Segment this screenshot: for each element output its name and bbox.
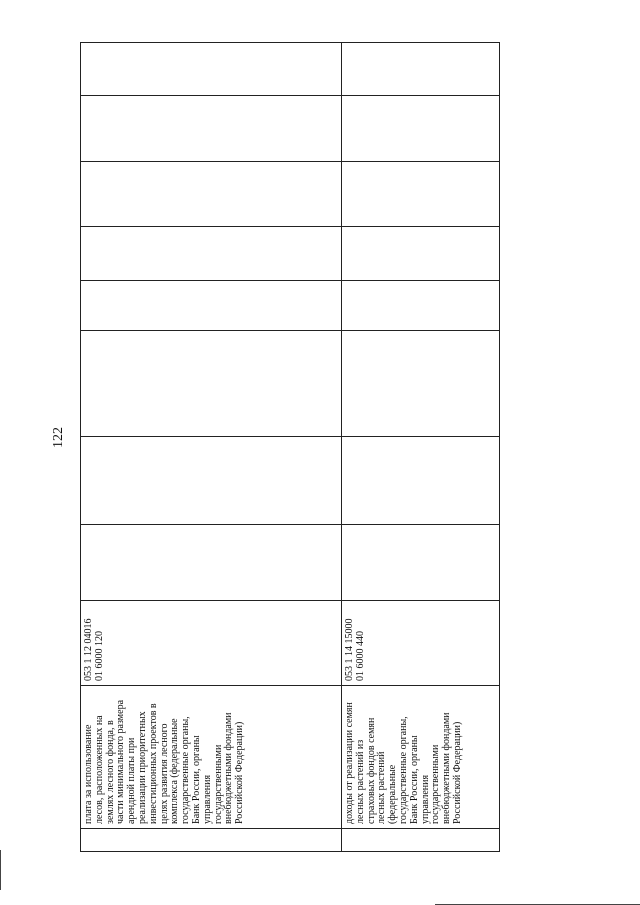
column-divider: [80, 600, 500, 601]
column-divider: [80, 280, 500, 281]
table-border-top: [80, 42, 81, 852]
table-border-bottom: [499, 42, 500, 852]
table-border-right: [80, 851, 500, 852]
row-1-code: 053 1 12 04016 01 6000 120: [83, 618, 105, 681]
column-divider: [80, 828, 500, 829]
page-number: 122: [51, 427, 66, 448]
table-border-left: [80, 42, 500, 43]
row-1-description: плата за использование лесов, расположенных на землях лесного фонда, в части минимального размера арендной платы при реализации приоритетных инвестиционных проектов в целях развития лесного комплекса (федеральные государственные органы, Банк России, органы управления государственными внебюджетными фондами Российской Федерации): [83, 699, 246, 824]
scan-edge-line: [0, 850, 1, 890]
column-divider: [80, 95, 500, 96]
row-divider: [341, 42, 342, 852]
row-2-description: доходы от реализации семян лесных растений из страховых фондов семян лесных растений (федеральные государственные органы, Банк России, органы управления государственными внебюджетными фондами Российской Федерации): [344, 702, 463, 824]
row-2-code: 053 1 14 15000 01 6000 440: [344, 618, 366, 681]
column-divider: [80, 685, 500, 686]
column-divider: [80, 226, 500, 227]
column-divider: [80, 330, 500, 331]
column-divider: [80, 436, 500, 437]
column-divider: [80, 161, 500, 162]
column-divider: [80, 524, 500, 525]
